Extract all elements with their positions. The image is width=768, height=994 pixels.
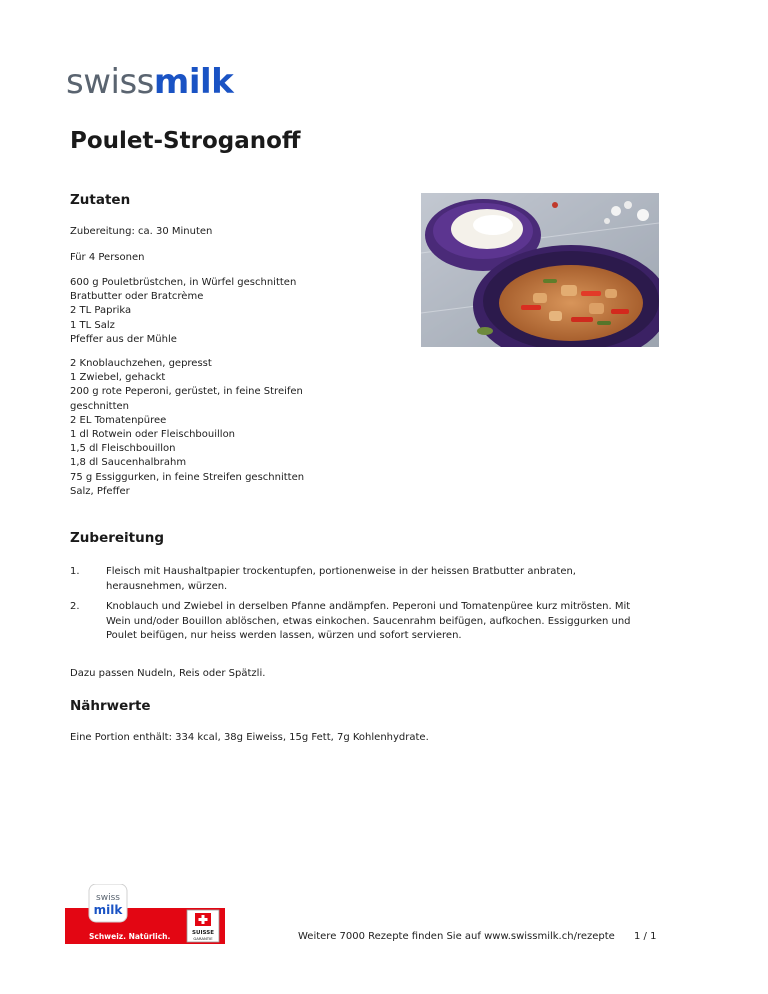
ingredient-item: 1 TL Salz (70, 319, 115, 331)
zutaten-heading: Zutaten (70, 192, 131, 208)
ingredient-item: 1,5 dl Fleischbouillon (70, 443, 176, 455)
ingredient-item: 1,8 dl Saucenhalbrahm (70, 457, 187, 469)
recipe-photo (421, 193, 659, 347)
step-text: Fleisch mit Haushaltpapier trockentupfen, portionenweise in der heissen Bratbutter anbraten, herausnehmen, würzen. (106, 566, 576, 592)
ingredient-item: Bratbutter oder Bratcrème (70, 291, 204, 303)
nutrition-text: Eine Portion enthält: 334 kcal, 38g Eiweiss, 15g Fett, 7g Kohlenhydrate. (70, 732, 429, 743)
dish-illustration (421, 193, 659, 347)
ingredient-item: Salz, Pfeffer (70, 485, 130, 497)
footer-slogan: Schweiz. Natürlich. (89, 932, 171, 941)
seal-line2: GARANTIE (193, 936, 213, 941)
ingredient-item: 75 g Essiggurken, in feine Streifen geschnitten (70, 471, 305, 483)
persons: Für 4 Personen (70, 252, 145, 263)
ingredient-item: 1 Zwiebel, gehackt (70, 372, 166, 384)
step-number: 2. (70, 601, 80, 612)
recipe-title: Poulet-Stroganoff (70, 128, 301, 154)
ingredient-item: 1 dl Rotwein oder Fleischbouillon (70, 429, 236, 441)
footer-logo-graphic (65, 884, 225, 944)
ingredient-list-2 (70, 357, 310, 499)
footer-logo (65, 884, 225, 944)
ingredient-item: 2 EL Tomatenpüree (70, 414, 167, 426)
seal-line1: SUISSE (192, 930, 214, 936)
footer-more-recipes: Weitere 7000 Rezepte finden Sie auf www.swissmilk.ch/rezepte (298, 931, 615, 942)
logo-milk-text: milk (153, 62, 234, 102)
ingredient-item: 2 TL Paprika (70, 305, 132, 317)
serving-note: Dazu passen Nudeln, Reis oder Spätzli. (70, 668, 266, 679)
swissmilk-logo (66, 60, 233, 104)
zubereitung-heading: Zubereitung (70, 530, 164, 546)
step-text: Knoblauch und Zwiebel in derselben Pfanne andämpfen. Peperoni und Tomatenpüree kurz mitrösten. Mit Wein und/oder Bouillon ablöschen, etwas einkochen. Saucenrahm beifügen, aufkochen. Essiggurken und Poulet beifügen, nur heiss werden lassen, würzen und sofort servieren. (106, 601, 631, 641)
prep-time: Zubereitung: ca. 30 Minuten (70, 226, 213, 237)
naehrwerte-heading: Nährwerte (70, 698, 151, 714)
logo-swiss-text: swiss (66, 62, 154, 102)
page-number: 1 / 1 (634, 931, 657, 942)
footer-logo-swiss: swiss (96, 893, 120, 903)
ingredient-item: 600 g Pouletbrüstchen, in Würfel geschnitten (70, 277, 297, 288)
step-number: 1. (70, 566, 80, 577)
ingredient-item: 2 Knoblauchzehen, gepresst (70, 358, 212, 369)
footer-logo-milk: milk (93, 903, 123, 917)
ingredient-item: Pfeffer aus der Mühle (70, 333, 177, 345)
ingredient-item: 200 g rote Peperoni, gerüstet, in feine Streifen geschnitten (70, 386, 303, 412)
ingredient-list-1 (70, 276, 310, 347)
